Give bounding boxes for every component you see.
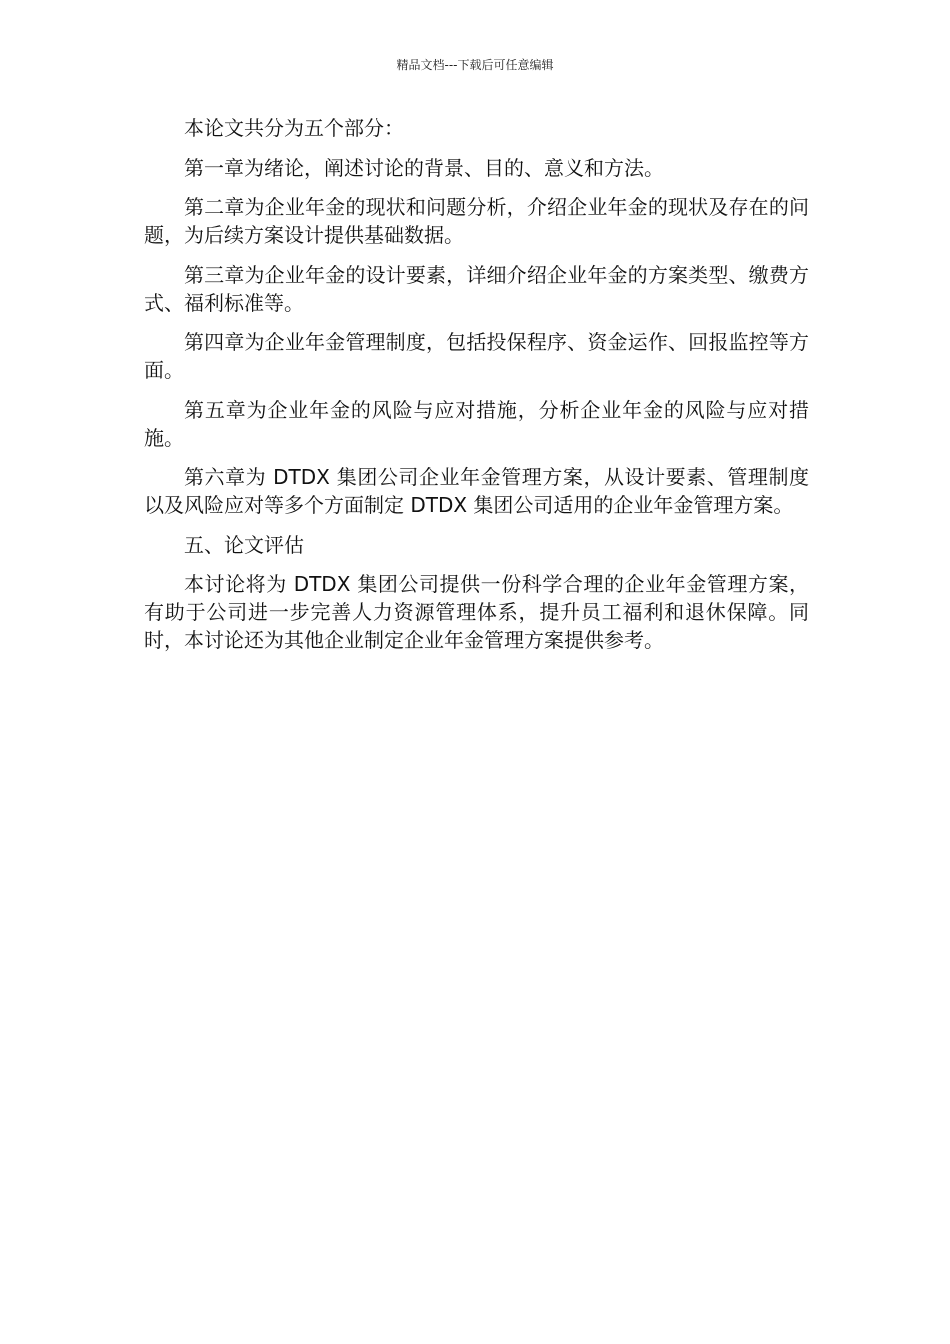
paragraph-chapter-5: 第五章为企业年金的风险与应对措施，分析企业年金的风险与应对措施。: [144, 397, 809, 450]
paragraph-chapter-3: 第三章为企业年金的设计要素，详细介绍企业年金的方案类型、缴费方式、福利标准等。: [144, 262, 809, 315]
section-heading-evaluation: 五、论文评估: [184, 532, 304, 557]
paragraph-chapter-4: 第四章为企业年金管理制度，包括投保程序、资金运作、回报监控等方面。: [144, 330, 809, 382]
paragraph-evaluation: 本讨论将为 DTDX 集团公司提供一份科学合理的企业年金管理方案，有助于公司进一步完善人力资源管理体系，提升员工福利和退休保障。同时，本讨论还为其他企业制定企业年金管理方案提供参考。: [144, 572, 809, 652]
paragraph-chapter-1: 第一章为绪论，阐述讨论的背景、目的、意义和方法。: [184, 155, 664, 180]
paragraph-intro: 本论文共分为五个部分：: [184, 116, 404, 140]
paragraph-chapter-2: 第二章为企业年金的现状和问题分析，介绍企业年金的现状及存在的问题，为后续方案设计提供基础数据。: [144, 195, 809, 247]
paragraph-chapter-6: 第六章为 DTDX 集团公司企业年金管理方案，从设计要素、管理制度以及风险应对等多个方面制定 DTDX 集团公司适用的企业年金管理方案。: [144, 465, 809, 517]
document-body: [144, 114, 809, 666]
page-header: 精品文档---下载后可任意编辑: [396, 58, 554, 72]
